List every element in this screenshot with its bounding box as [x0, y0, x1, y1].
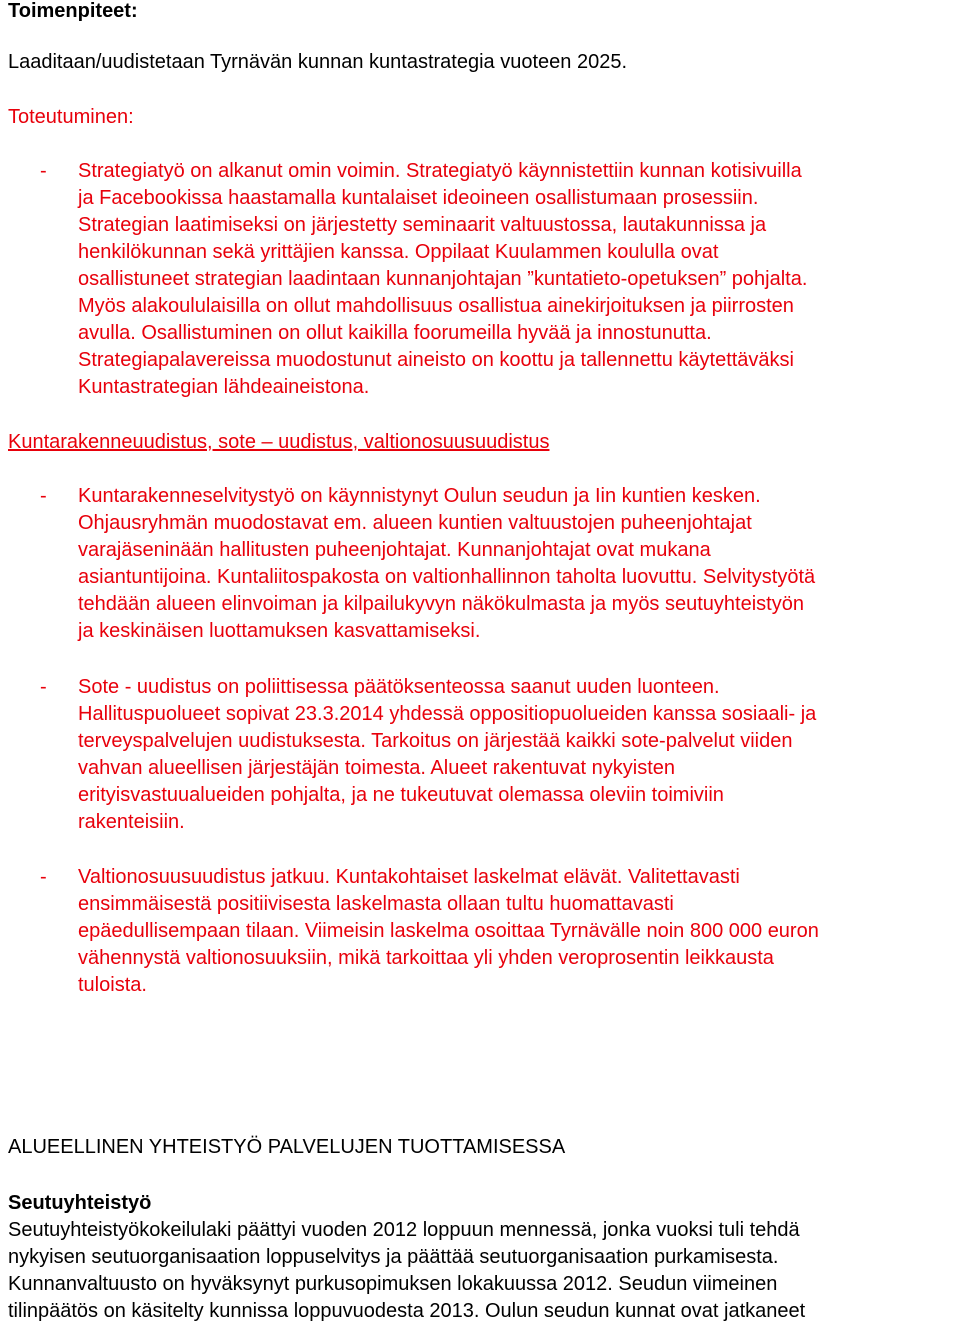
text-line: vahvan alueellisen järjestäjän toimesta. Alueet rakentuvat nykyisten — [78, 757, 676, 779]
bullet-dash: - — [40, 485, 47, 507]
text-line: Myös alakoululaisilla on ollut mahdollisuus osallistua ainekirjoituksen ja piirrosten — [78, 295, 794, 317]
reform-heading: Kuntarakenneuudistus, sote – uudistus, valtionosuusuudistus — [8, 431, 550, 453]
text-line: osallistuneet strategian laadintaan kunnanjohtajan ”kuntatieto-opetuksen” pohjalta. — [78, 268, 808, 290]
bullet-dash: - — [40, 160, 47, 182]
toteutuminen-label: Toteutuminen: — [8, 106, 134, 128]
text-line: Strategiatyö on alkanut omin voimin. Strategiatyö käynnistettiin kunnan kotisivuilla — [78, 160, 802, 182]
text-line: Kuntastrategian lähdeaineistona. — [78, 376, 370, 398]
bullet-dash: - — [40, 866, 47, 888]
seutu-heading: Seutuyhteistyö — [8, 1192, 152, 1214]
section-heading: ALUEELLINEN YHTEISTYÖ PALVELUJEN TUOTTAMISESSA — [8, 1136, 566, 1158]
text-line: ja Facebookissa haastamalla kuntalaiset ideoineen osallistumaan prosessiin. — [78, 187, 759, 209]
text-line: tehdään alueen elinvoiman ja kilpailukyvyn näkökulmasta ja myös seutuyhteistyön — [78, 593, 804, 615]
bullet-dash: - — [40, 676, 47, 698]
text-line: ensimmäisestä positiivisesta laskelmasta ollaan tultu huomattavasti — [78, 893, 674, 915]
text-line: Sote - uudistus on poliittisessa päätöksenteossa saanut uuden luonteen. — [78, 676, 720, 698]
text-line: Valtionosuusuudistus jatkuu. Kuntakohtaiset laskelmat elävät. Valitettavasti — [78, 866, 740, 888]
text-line: nykyisen seutuorganisaation loppuselvitys ja päättää seutuorganisaation purkamisesta. — [8, 1246, 779, 1268]
reform-bullet-text — [78, 483, 815, 645]
text-line: Hallituspuolueet sopivat 23.3.2014 yhdessä oppositiopuolueiden kanssa sosiaali- ja — [78, 703, 817, 725]
strategy-bullet-text — [78, 158, 807, 401]
text-line: henkilökunnan sekä yrittäjien kanssa. Oppilaat Kuulammen koululla ovat — [78, 241, 719, 263]
reform-bullet-text — [78, 674, 816, 836]
text-line: erityisvastuualueiden pohjalta, ja ne tukeutuvat olemassa oleviin toimiviin — [78, 784, 724, 806]
text-line: Kunnanvaltuusto on hyväksynyt purkusopimuksen lokakuussa 2012. Seudun viimeinen — [8, 1273, 778, 1295]
text-line: asiantuntijoina. Kuntaliitospakosta on valtionhallinnon taholta luovuttu. Selvitystyötä — [78, 566, 816, 588]
text-line: Ohjausryhmän muodostavat em. alueen kuntien valtuustojen puheenjohtajat — [78, 512, 752, 534]
text-line: tilinpäätös on käsitelty kunnissa loppuvuodesta 2013. Oulun seudun kunnat ovat jatkaneet — [8, 1300, 806, 1322]
text-line: rakenteisiin. — [78, 811, 185, 833]
strategy-statement: Laaditaan/uudistetaan Tyrnävän kunnan kuntastrategia vuoteen 2025. — [8, 51, 627, 73]
text-line: Kuntarakenneselvitystyö on käynnistynyt Oulun seudun ja Iin kuntien kesken. — [78, 485, 761, 507]
text-line: avulla. Osallistuminen on ollut kaikilla foorumeilla hyvää ja innostunutta. — [78, 322, 712, 344]
text-line: Seutuyhteistyökokeilulaki päättyi vuoden 2012 loppuun mennessä, jonka vuoksi tuli tehdä — [8, 1219, 800, 1241]
seutu-paragraph — [8, 1217, 805, 1325]
text-line: Strategian laatimiseksi on järjestetty seminaarit valtuustossa, lautakunnissa ja — [78, 214, 767, 236]
text-line: terveyspalvelujen uudistuksesta. Tarkoitus on järjestää kaikki sote-palvelut viiden — [78, 730, 793, 752]
text-line: vähennystä valtionosuuksiin, mikä tarkoittaa yli yhden veroprosentin leikkausta — [78, 947, 774, 969]
text-line: Strategiapalavereissa muodostunut aineisto on koottu ja tallennettu käytettäväksi — [78, 349, 794, 371]
text-line: ja keskinäisen luottamuksen kasvattamiseksi. — [78, 620, 481, 642]
text-line: tuloista. — [78, 974, 147, 996]
text-line: epäedullisempaan tilaan. Viimeisin laskelma osoittaa Tyrnävälle noin 800 000 euron — [78, 920, 819, 942]
text-line: varajäseninään hallitusten puheenjohtajat. Kunnanjohtajat ovat mukana — [78, 539, 711, 561]
reform-bullet-text — [78, 864, 819, 999]
heading-toimenpiteet: Toimenpiteet: — [8, 0, 138, 22]
